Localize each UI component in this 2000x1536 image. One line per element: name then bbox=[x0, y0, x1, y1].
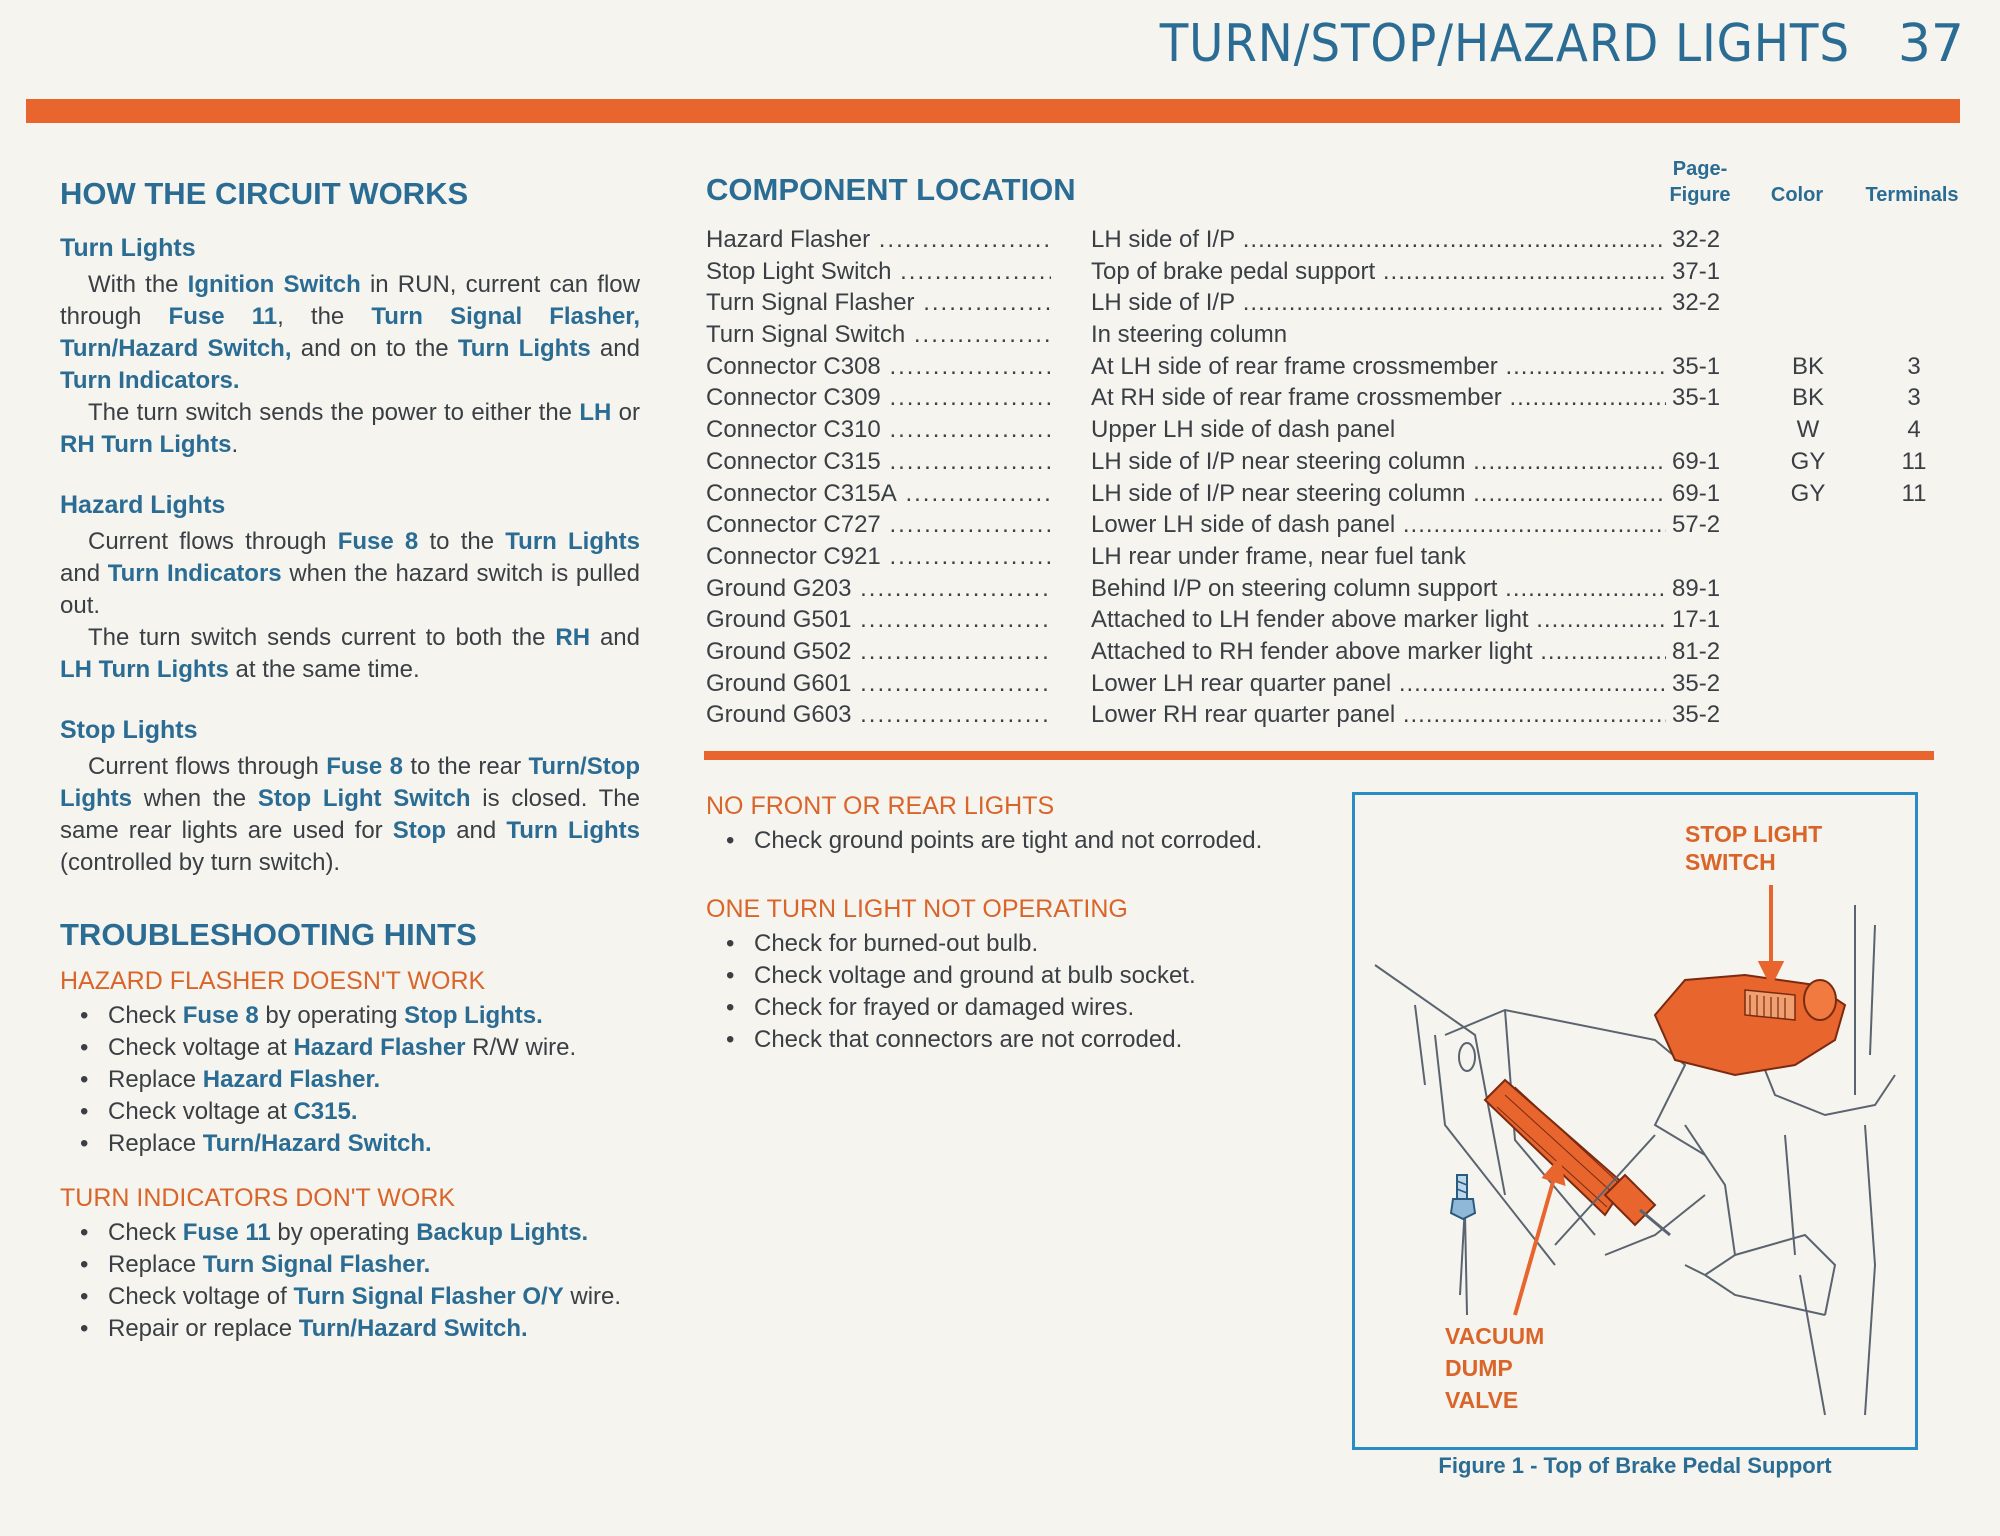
label-vacuum-dump-valve: VACUUM DUMP VALVE bbox=[1445, 1323, 1545, 1413]
left-column bbox=[60, 176, 640, 1345]
component-location: LH rear under frame, near fuel tank bbox=[1091, 542, 1466, 570]
component-name: Ground G203 ..... bbox=[706, 573, 1051, 605]
component-page-figure: 69-1 bbox=[1672, 479, 1721, 507]
component-page-figure: 35-2 bbox=[1672, 701, 1721, 729]
component-location: LH side of I/P ..... bbox=[1091, 287, 1666, 319]
page-number: 37 bbox=[1897, 14, 1964, 74]
list-item: • Replace Turn Signal Flasher. bbox=[60, 1249, 640, 1281]
component-location: Attached to RH fender above marker light ..... bbox=[1091, 636, 1666, 668]
list-item: • Check Fuse 8 by operating Stop Lights. bbox=[60, 1000, 640, 1032]
turn-lights-heading: Turn Lights bbox=[60, 234, 196, 262]
troubleshooting-heading: TROUBLESHOOTING HINTS bbox=[60, 917, 477, 952]
component-page-figure: 35-1 bbox=[1672, 384, 1721, 412]
column-header-terminals: Terminals bbox=[1865, 184, 1959, 206]
table-row bbox=[706, 636, 1966, 668]
component-page-figure: 57-2 bbox=[1672, 511, 1721, 539]
hazard-flasher-heading: HAZARD FLASHER DOESN'T WORK bbox=[60, 967, 486, 995]
component-name: Ground G603 ..... bbox=[706, 699, 1051, 731]
table-row bbox=[706, 351, 1966, 383]
component-name: Ground G501 ..... bbox=[706, 604, 1051, 636]
middle-orange-rule bbox=[704, 751, 1934, 760]
component-name: Ground G502 ..... bbox=[706, 636, 1051, 668]
component-location: In steering column bbox=[1091, 321, 1288, 349]
table-row bbox=[706, 668, 1966, 700]
table-row bbox=[706, 287, 1966, 319]
table-row bbox=[706, 699, 1966, 731]
stop-light-switch-icon bbox=[1655, 975, 1845, 1075]
component-page-figure: 17-1 bbox=[1672, 606, 1721, 634]
component-color: GY bbox=[1790, 479, 1826, 507]
component-name: Hazard Flasher ..... bbox=[706, 224, 1051, 256]
table-row bbox=[706, 319, 1966, 351]
one-light-list bbox=[706, 928, 1286, 1056]
figure-illustration bbox=[1352, 792, 1918, 1450]
list-item: • Replace Turn/Hazard Switch. bbox=[60, 1128, 640, 1160]
component-location-heading: COMPONENT LOCATION bbox=[706, 172, 1076, 207]
component-name: Turn Signal Flasher ..... bbox=[706, 287, 1051, 319]
page-title: TURN/STOP/HAZARD LIGHTS bbox=[1159, 14, 1850, 74]
figure-caption: Figure 1 - Top of Brake Pedal Support bbox=[1438, 1453, 1832, 1478]
component-page-figure: 89-1 bbox=[1672, 574, 1721, 602]
component-location: LH side of I/P ..... bbox=[1091, 224, 1666, 256]
component-terminals: 3 bbox=[1907, 384, 1921, 412]
list-item: • Check that connectors are not corroded. bbox=[706, 1024, 1286, 1056]
hazard-lights-heading: Hazard Lights bbox=[60, 491, 226, 519]
hazard-lights-para-2: The turn switch sends current to both the RH and LH Turn Lights at the same time. bbox=[60, 624, 641, 683]
component-page-figure: 81-2 bbox=[1672, 637, 1721, 665]
component-color: GY bbox=[1790, 447, 1826, 475]
table-row bbox=[706, 541, 1966, 573]
component-page-figure: 37-1 bbox=[1672, 257, 1721, 285]
table-row bbox=[706, 414, 1966, 446]
label-stop-light-switch: STOP LIGHT SWITCH bbox=[1685, 821, 1823, 875]
one-light-heading: ONE TURN LIGHT NOT OPERATING bbox=[706, 895, 1128, 923]
component-location: Lower RH rear quarter panel ..... bbox=[1091, 699, 1666, 731]
component-page-figure: 32-2 bbox=[1672, 226, 1721, 253]
no-lights-heading: NO FRONT OR REAR LIGHTS bbox=[706, 792, 1055, 820]
stop-lights-para-1: Current flows through Fuse 8 to the rear Turn/Stop Lights when the Stop Light Switch is closed. The same rear lights are used for Stop and Turn Lights (controlled by turn switch). bbox=[60, 753, 641, 876]
component-name: Connector C315 ..... bbox=[706, 446, 1051, 478]
component-name: Connector C308 ..... bbox=[706, 351, 1051, 383]
component-name: Connector C310 ..... bbox=[706, 414, 1051, 446]
turn-indicators-heading: TURN INDICATORS DON'T WORK bbox=[60, 1184, 456, 1212]
component-terminals: 3 bbox=[1907, 352, 1921, 380]
vacuum-dump-valve-icon bbox=[1485, 1080, 1670, 1245]
list-item: • Check voltage at Hazard Flasher R/W wire. bbox=[60, 1032, 640, 1064]
component-location: At LH side of rear frame crossmember ..... bbox=[1091, 351, 1666, 383]
stop-lights-heading: Stop Lights bbox=[60, 716, 198, 744]
table-row bbox=[706, 446, 1966, 478]
component-table bbox=[706, 224, 1966, 731]
table-row bbox=[706, 478, 1966, 510]
list-item: • Replace Hazard Flasher. bbox=[60, 1064, 640, 1096]
component-page-figure: 35-2 bbox=[1672, 669, 1721, 697]
component-name: Connector C921 ..... bbox=[706, 541, 1051, 573]
component-name: Ground G601 ..... bbox=[706, 668, 1051, 700]
component-location: At RH side of rear frame crossmember ..... bbox=[1091, 382, 1666, 414]
list-item: • Check voltage and ground at bulb socket. bbox=[706, 960, 1286, 992]
hazard-flasher-list bbox=[60, 1000, 640, 1160]
arrows bbox=[1515, 885, 1781, 1315]
component-location: Lower LH side of dash panel ..... bbox=[1091, 509, 1666, 541]
list-item: • Check for frayed or damaged wires. bbox=[706, 992, 1286, 1024]
component-terminals: 11 bbox=[1901, 479, 1927, 507]
list-item: • Check voltage at C315. bbox=[60, 1096, 640, 1128]
component-color: BK bbox=[1791, 384, 1824, 412]
table-row bbox=[706, 256, 1966, 288]
column-header-page-figure: Page- Figure bbox=[1669, 158, 1731, 206]
turn-lights-para-1: With the Ignition Switch in RUN, current can flow through Fuse 11, the Turn Signal Flasher, Turn/Hazard Switch, and on to the Turn Lights and Turn Indicators. bbox=[60, 271, 640, 394]
table-row bbox=[706, 382, 1966, 414]
component-terminals: 4 bbox=[1907, 416, 1921, 444]
component-page-figure: 32-2 bbox=[1672, 289, 1721, 317]
hazard-lights-para-1: Current flows through Fuse 8 to the Turn Lights and Turn Indicators when the hazard switch is pulled out. bbox=[60, 528, 641, 619]
column-header-color: Color bbox=[1770, 184, 1824, 206]
component-page-figure: 35-1 bbox=[1672, 352, 1721, 380]
turn-lights-para-2: The turn switch sends the power to either the LH or RH Turn Lights. bbox=[60, 399, 640, 458]
component-location: LH side of I/P near steering column ..... bbox=[1091, 478, 1666, 510]
no-lights-list bbox=[706, 825, 1286, 857]
table-row bbox=[706, 604, 1966, 636]
component-name: Stop Light Switch ..... bbox=[706, 256, 1051, 288]
component-location: Attached to LH fender above marker light ..... bbox=[1091, 604, 1666, 636]
component-location: LH side of I/P near steering column ..... bbox=[1091, 446, 1666, 478]
component-terminals: 11 bbox=[1901, 447, 1927, 475]
component-name: Connector C727 ..... bbox=[706, 509, 1051, 541]
top-orange-rule bbox=[26, 99, 1960, 123]
table-row bbox=[706, 224, 1966, 256]
component-name: Connector C315A ..... bbox=[706, 478, 1051, 510]
circuit-heading: HOW THE CIRCUIT WORKS bbox=[60, 176, 469, 211]
list-item: • Check voltage of Turn Signal Flasher O/Y wire. bbox=[60, 1281, 640, 1313]
component-name: Turn Signal Switch ..... bbox=[706, 319, 1051, 351]
list-item: • Check Fuse 11 by operating Backup Lights. bbox=[60, 1217, 640, 1249]
brake-pedal-support-drawing bbox=[1355, 795, 1915, 1447]
component-location: Lower LH rear quarter panel ..... bbox=[1091, 668, 1666, 700]
component-location: Top of brake pedal support ..... bbox=[1091, 256, 1666, 288]
list-item: • Check ground points are tight and not corroded. bbox=[706, 825, 1286, 857]
table-row bbox=[706, 573, 1966, 605]
component-name: Connector C309 ..... bbox=[706, 382, 1051, 414]
pin-icon bbox=[1459, 1043, 1475, 1071]
component-page-figure: 69-1 bbox=[1672, 447, 1721, 475]
bolt-icon bbox=[1451, 1175, 1475, 1219]
list-item: • Check for burned-out bulb. bbox=[706, 928, 1286, 960]
list-item: • Repair or replace Turn/Hazard Switch. bbox=[60, 1313, 640, 1345]
turn-indicators-list bbox=[60, 1217, 640, 1345]
component-color: W bbox=[1796, 416, 1820, 444]
component-location: Behind I/P on steering column support ..... bbox=[1091, 573, 1666, 605]
component-location: Upper LH side of dash panel bbox=[1091, 416, 1396, 444]
table-row bbox=[706, 509, 1966, 541]
component-color: BK bbox=[1791, 352, 1824, 380]
middle-column bbox=[706, 792, 1286, 1056]
